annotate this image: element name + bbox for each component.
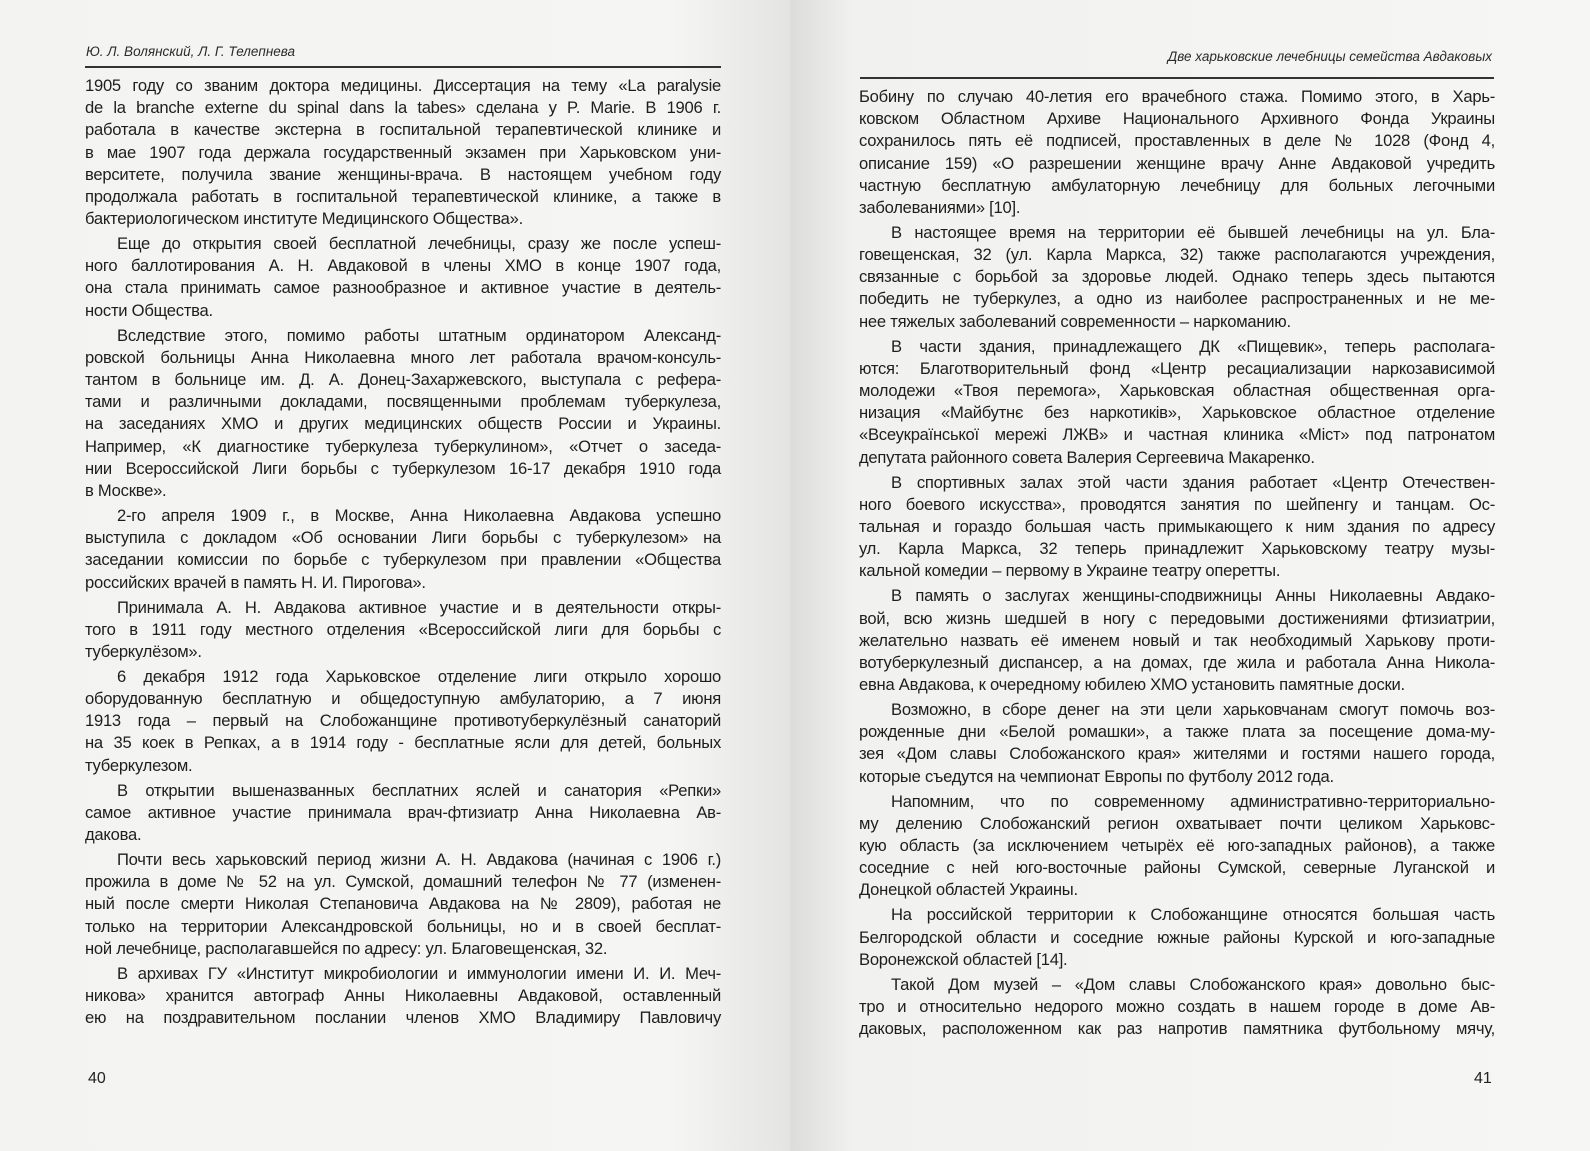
text-line: на 35 коек в Репках, а в 1914 году - бесплатные ясли для детей, больных [85, 733, 721, 753]
paragraph [85, 849, 721, 960]
text-line: заболеваниями» [10]. [859, 197, 1021, 217]
text-line: оборудованную бесплатную и общедоступную амбулаторию, а 7 июня [85, 689, 721, 709]
page-number: 40 [88, 1070, 106, 1087]
paragraph [85, 325, 721, 503]
text-line: молодежи «Твоя перемога», Харьковская областная общественная орга- [859, 381, 1495, 401]
left-page [0, 0, 790, 1151]
text-line: верситете, получила звание женщины-врача. В настоящем учебном году [85, 164, 721, 184]
text-line: му делению Слобожанский регион охватывает почти целиком Харьковс- [859, 813, 1495, 833]
text-line: В настоящее время на территории её бывшей лечебницы на ул. Бла- [891, 222, 1495, 242]
text-line: ности Общества. [85, 300, 213, 320]
paragraph [859, 904, 1495, 971]
text-line: выступила с докладом «Об основании Лиги борьбы с туберкулезом» на [85, 528, 721, 548]
paragraph [859, 86, 1495, 219]
text-line: 2-го апреля 1909 г., в Москве, Анна Николаевна Авдакова успешно [117, 505, 721, 525]
text-line: 1913 года – первый на Слобожанщине противотуберкулёзный санаторий [85, 711, 721, 731]
paragraph [85, 666, 721, 777]
paragraph [85, 963, 721, 1030]
text-line: Вследствие этого, помимо работы штатным ординатором Александ- [117, 325, 721, 345]
text-line: тальная и гораздо большая часть примыкающего к ним здания по адресу [859, 516, 1495, 536]
text-line: Белгородской области и соседние южные районы Курской и юго-западные [859, 927, 1495, 947]
text-line: туберкулезом. [85, 755, 193, 775]
header-rule [860, 77, 1494, 79]
text-line: На российской территории к Слобожанщине относятся большая часть [891, 905, 1495, 925]
text-line: говещенская, 32 (ул. Карла Маркса, 32) также располагаются учреждения, [859, 245, 1495, 265]
paragraph [85, 597, 721, 664]
running-header-title: Две харьковские лечебницы семейства Авдаковых [1167, 49, 1492, 64]
text-line: Бобину по случаю 40-летия его врачебного стажа. Помимо этого, в Харь- [859, 87, 1495, 106]
paragraph [85, 233, 721, 322]
paragraph [859, 974, 1495, 1041]
header-rule [85, 66, 721, 68]
text-line: того в 1911 году местного отделения «Всероссийской лиги для борьбы с [85, 619, 721, 639]
text-line: желательно назвать её именем новый и так необходимый Харькову проти- [859, 630, 1495, 650]
text-line: 1905 году со званим доктора медицины. Диссертация на тему «La paralysie [85, 76, 721, 95]
text-line: в мае 1907 года держала государственный экзамен при Харьковском уни- [85, 142, 721, 162]
text-line: описание 159) «О разрешении женщине врачу Анне Авдаковой учредить [859, 153, 1495, 173]
text-line: 6 декабря 1912 года Харьковское отделение лиги открыло хорошо [117, 666, 721, 686]
text-line: В открытии вышеназванных бесплатних яслей и санатория «Репки» [117, 780, 721, 800]
text-line: связанные с борьбой за здоровье людей. Однако теперь здесь пытаются [859, 267, 1495, 287]
text-line: никова» хранится автограф Анны Николаевны Авдаковой, оставленный [85, 985, 721, 1005]
text-line: Воронежской областей [14]. [859, 949, 1068, 969]
text-line: дакова. [85, 824, 142, 844]
text-line: тро и относительно недорого можно создать в нашем городе в доме Ав- [859, 996, 1495, 1016]
text-line: тами и различными докладами, посвященными проблемам туберкулеза, [85, 392, 721, 412]
text-line: победить не туберкулез, а одно из наиболее распространенных и не ме- [859, 289, 1495, 309]
paragraph [859, 585, 1495, 696]
text-line: туберкулёзом». [85, 641, 202, 661]
text-line: на заседаниях ХМО и других медицинских обществ России и Украины. [85, 414, 721, 434]
paragraph [859, 336, 1495, 469]
text-line: в Москве». [85, 480, 167, 500]
paragraph [85, 780, 721, 847]
paragraph [859, 472, 1495, 583]
text-line: вотуберкулезный диспансер, а на домах, где жила и работала Анна Никола- [859, 652, 1495, 672]
right-text-column [859, 86, 1495, 1043]
right-page [790, 0, 1590, 1151]
text-line: нее тяжелых заболеваний современности – наркоманию. [859, 311, 1291, 331]
text-line: ного баллотирования А. Н. Авдаковой в члены ХМО в конце 1907 года, [85, 256, 721, 276]
text-line: ул. Карла Маркса, 32 теперь принадлежит Харьковскому театру музы- [859, 539, 1495, 559]
left-text-column [85, 75, 721, 1032]
text-line: В спортивных залах этой части здания работает «Центр Отечествен- [891, 472, 1495, 492]
text-line: прожила в доме № 52 на ул. Сумской, домашний телефон № 77 (изменен- [85, 872, 721, 892]
text-line: заседании комиссии по борьбе с туберкулезом при правлении «Общества [85, 550, 721, 570]
paragraph [85, 505, 721, 594]
text-line: даковых, расположенном как раз напротив памятника футбольному мячу, [859, 1019, 1495, 1039]
text-line: самое активное участие принимала врач-фтизиатр Анна Николаевна Ав- [85, 802, 721, 822]
text-line: Еще до открытия своей бесплатной лечебницы, сразу же после успеш- [117, 234, 721, 254]
text-line: низация «Майбутнє без наркотиків», Харьковское областное отделение [859, 403, 1495, 423]
text-line: ровской больницы Анна Николаевна много лет работала врачом-консуль- [85, 347, 721, 367]
text-line: Например, «К диагностике туберкулеза туберкулином», «Отчет о заседа- [85, 436, 721, 456]
text-line: только на территории Александровской больницы, но и в своей бесплат- [85, 916, 721, 936]
text-line: ковском Областном Архиве Национального Архивного Фонда Украины [859, 109, 1495, 129]
text-line: продолжала работать в госпитальной терапевтической клинике, а также в [85, 186, 721, 206]
page-number: 41 [1474, 1070, 1492, 1087]
text-line: работала в качестве экстерна в госпитальной терапевтической клинике и [85, 120, 721, 140]
text-line: кальной комедии – первому в Украине театру оперетты. [859, 561, 1281, 581]
text-line: частную бесплатную амбулаторную лечебницу для больных легочными [859, 175, 1495, 195]
text-line: российских врачей в память Н. И. Пирогова». [85, 572, 426, 592]
text-line: Напомним, что по современному административно-территориально- [891, 791, 1495, 811]
text-line: тантом в больнице им. Д. А. Донец-Захаржевского, выступала с рефера- [85, 370, 721, 390]
text-line: депутата районного совета Валерия Сергеевича Макаренко. [859, 447, 1315, 467]
text-line: соседние с ней юго-восточные районы Сумской, северные Луганской и [859, 858, 1495, 878]
text-line: В память о заслугах женщины-сподвижницы Анны Николаевны Авдако- [891, 586, 1495, 606]
text-line: она стала принимать самое разнообразное и активное участие в деятель- [85, 278, 721, 298]
text-line: кую область (за исключением четырёх её юго-западных районов), а также [859, 835, 1495, 855]
paragraph [859, 699, 1495, 788]
text-line: евна Авдакова, к очередному юбилею ХМО установить памятные доски. [859, 675, 1405, 695]
text-line: ный после смерти Николая Степановича Авдакова на № 2809), работая не [85, 894, 721, 914]
text-line: В части здания, принадлежащего ДК «Пищевик», теперь располага- [891, 336, 1495, 356]
text-line: «Всеукраїнської мережі ЛЖВ» и частная клиника «Міст» под патронатом [859, 425, 1495, 445]
text-line: бактериологическом институте Медицинского Общества». [85, 209, 523, 229]
text-line: нии Всероссийской Лиги борьбы с туберкулезом 16-17 декабря 1910 года [85, 458, 721, 478]
text-line: ею на поздравительном послании членов ХМО Владимиру Павловичу [85, 1008, 721, 1028]
text-line: вой, всю жизнь шедшей в ногу с передовыми достижениями фтизиатрии, [859, 608, 1495, 628]
text-line: В архивах ГУ «Институт микробиологии и иммунологии имени И. И. Меч- [117, 963, 721, 983]
paragraph [859, 791, 1495, 902]
text-line: Возможно, в сборе денег на эти цели харьковчанам смогут помочь воз- [891, 700, 1495, 720]
text-line: Почти весь харьковский период жизни А. Н. Авдакова (начиная с 1906 г.) [117, 849, 721, 869]
text-line: рожденные дни «Белой ромашки», а также плата за посещение дома-му- [859, 722, 1495, 742]
text-line: зея «Дом славы Слобожанского края» жителями и гостями нашего города, [859, 744, 1495, 764]
text-line: Принимала А. Н. Авдакова активное участие и в деятельности откры- [117, 597, 721, 617]
text-line: ются: Благотворительный фонд «Центр ресациализации наркозависимой [859, 358, 1495, 378]
text-line: ного боевого искусства», проводятся занятия по шейпенгу и танцам. Ос- [859, 494, 1495, 514]
text-line: Донецкой областей Украины. [859, 880, 1078, 900]
text-line: сохранилось пять её подписей, проставленных в деле № 1028 (Фонд 4, [859, 131, 1495, 151]
text-line: de la branche externe du spinal dans la tabes» сделана у P. Marie. В 1906 г. [85, 98, 721, 118]
text-line: ной лечебнице, располагавшейся по адресу: ул. Благовещенская, 32. [85, 938, 608, 958]
text-line: которые съедутся на чемпионат Европы по футболу 2012 года. [859, 766, 1334, 786]
running-header-authors: Ю. Л. Волянский, Л. Г. Телепнева [86, 44, 296, 59]
text-line: Такой Дом музей – «Дом славы Слобожанского края» довольно быс- [891, 974, 1495, 994]
paragraph [859, 222, 1495, 333]
paragraph [85, 75, 721, 230]
